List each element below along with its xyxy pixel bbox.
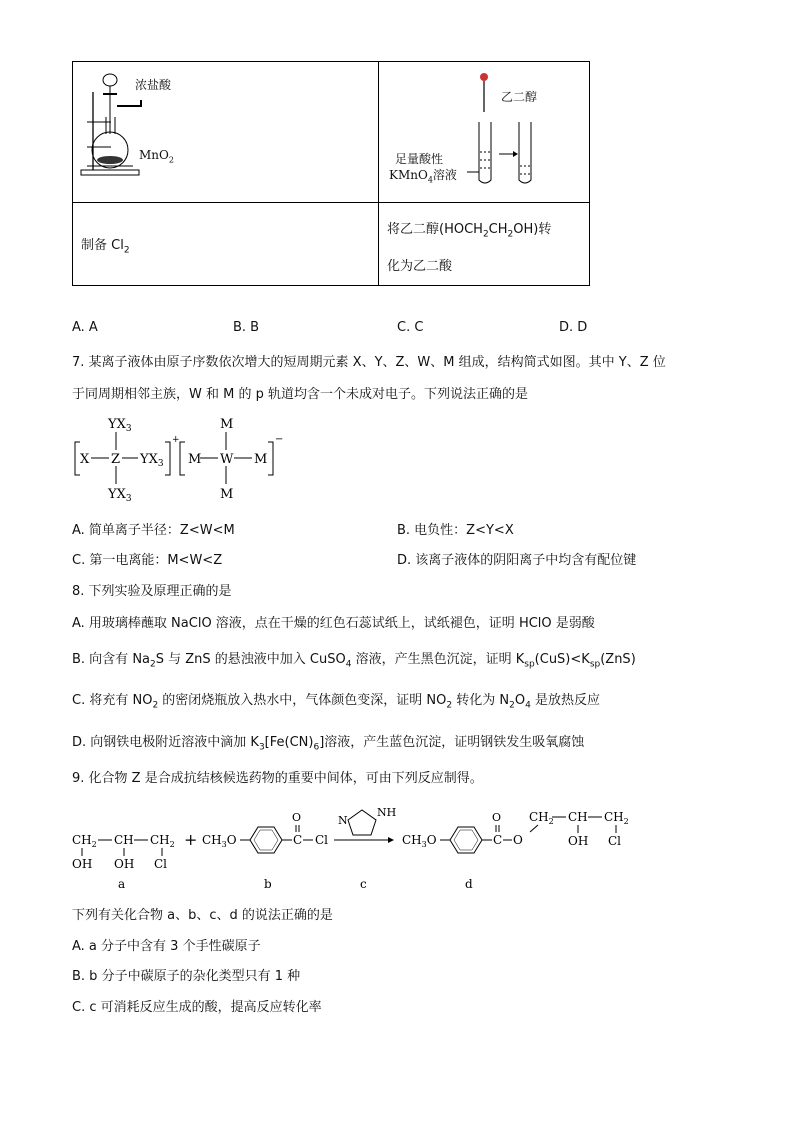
struct-w: W <box>220 452 234 467</box>
cell-cl2-apparatus <box>73 62 379 203</box>
struct-m-right: M <box>254 452 268 467</box>
svg-text:O: O <box>292 811 302 824</box>
cell-oxidize-glycol <box>379 203 590 286</box>
q7-option-d: D. 该离子液体的阴阳离子中均含有配位键 <box>397 553 637 568</box>
svg-text:+: + <box>184 830 198 849</box>
cell-glycol-apparatus <box>379 62 590 203</box>
q7-stem-line2: 于同周期相邻主族，W 和 M 的 p 轨道均含一个未成对电子。下列说法正确的是 <box>72 387 528 402</box>
label-a: a <box>118 877 126 891</box>
q8-stem: 8. 下列实验及原理正确的是 <box>72 584 232 599</box>
struct-m-left: M <box>188 452 202 467</box>
q9-stem: 9. 化合物 Z 是合成抗结核候选药物的重要中间体，可由下列反应制得。 <box>72 771 483 786</box>
svg-text:O: O <box>513 833 523 847</box>
q6-option-c: C. C <box>397 320 424 335</box>
q9-option-b: B. b 分子中碳原子的杂化类型只有 1 种 <box>72 969 301 984</box>
q6-option-b: B. B <box>233 320 260 335</box>
struct-x: X <box>80 452 90 467</box>
q7-option-c: C. 第一电离能：M<W<Z <box>72 553 223 568</box>
svg-text:CH: CH <box>114 833 134 847</box>
svg-text:OH: OH <box>568 834 589 848</box>
struct-minus: − <box>275 434 284 445</box>
svg-text:CH3O: $CH_3O$ <box>202 833 237 849</box>
svg-text:CH2: $CH_2$ <box>72 833 97 849</box>
struct-yx3-bottom: $YX_3$ <box>108 487 132 504</box>
label-kmno4-line2: KMnO$_4$溶液 <box>389 168 457 185</box>
q6-option-a: A. A <box>72 320 98 335</box>
label-c: c <box>360 877 367 891</box>
text-prepare-cl2: 制备 $Cl_2$ <box>81 238 130 256</box>
text-oxidize-line1: 将乙二醇$(HOCH_2CH_2OH)$转 <box>387 222 552 240</box>
svg-text:CH: CH <box>568 810 588 824</box>
svg-text:C: C <box>293 833 303 847</box>
struct-m-top: M <box>220 417 234 432</box>
svg-text:C: C <box>493 833 503 847</box>
q7-option-b: B. 电负性：Z<Y<X <box>397 523 514 538</box>
svg-text:CH3O: $CH_3O$ <box>402 833 437 849</box>
label-d: d <box>465 877 473 891</box>
q9-reaction-scheme <box>72 800 662 895</box>
struct-yx3-right: $YX_3$ <box>140 452 164 469</box>
q8-option-c: C. 将充有 $NO_2$ 的密闭烧瓶放入热水中，气体颜色变深，证明 $NO_2$ 转化为 $N_2O_4$ 是放热反应 <box>72 693 600 711</box>
text-oxidize-line2: 化为乙二酸 <box>387 259 453 274</box>
q7-structure-figure <box>72 410 292 505</box>
q9-option-c: C. c 可消耗反应生成的酸，提高反应转化率 <box>72 1000 322 1015</box>
cell-prepare-cl2 <box>73 203 379 286</box>
svg-text:Cl: Cl <box>315 833 329 847</box>
svg-text:O: O <box>492 811 502 824</box>
svg-text:N: N <box>338 814 348 827</box>
label-b: b <box>264 877 272 891</box>
svg-text:OH: OH <box>72 857 93 871</box>
svg-text:NH: NH <box>377 806 397 819</box>
struct-m-bottom: M <box>220 487 234 502</box>
cl2-apparatus-figure <box>73 62 378 198</box>
svg-text:CH2: $CH_2$ <box>529 810 554 826</box>
q6-option-d: D. D <box>559 320 588 335</box>
svg-text:Cl: Cl <box>608 834 622 848</box>
label-kmno4-line1: 足量酸性 <box>395 152 444 166</box>
q8-option-b: B. 向含有 $Na_2S$ 与 ZnS 的悬浊液中加入 CuSO$_4$ 溶液，产生黑色沉淀，证明 $K_{sp}(CuS)<K_{sp}(ZnS)$ <box>72 652 636 670</box>
label-conc-hcl: 浓盐酸 <box>135 78 172 92</box>
svg-text:CH2: $CH_2$ <box>150 833 175 849</box>
struct-yx3-top: $YX_3$ <box>108 417 132 434</box>
struct-z: Z <box>111 452 121 467</box>
q7-stem-line1: 7. 某离子液体由原子序数依次增大的短周期元素 X、Y、Z、W、M 组成，结构简式如图。其中 Y、Z 位 <box>72 355 666 370</box>
svg-text:CH2: $CH_2$ <box>604 810 629 826</box>
label-mno2: MnO$_2$ <box>139 148 174 165</box>
struct-plus: + <box>172 435 180 445</box>
q7-option-a: A. 简单离子半径：Z<W<M <box>72 523 235 538</box>
q9-sub-stem: 下列有关化合物 a、b、c、d 的说法正确的是 <box>72 908 333 923</box>
label-glycol: 乙二醇 <box>501 90 538 104</box>
q9-option-a: A. a 分子中含有 3 个手性碳原子 <box>72 939 261 954</box>
svg-text:Cl: Cl <box>154 857 168 871</box>
apparatus-table <box>72 61 590 286</box>
svg-text:OH: OH <box>114 857 135 871</box>
q8-option-a: A. 用玻璃棒蘸取 NaClO 溶液，点在干燥的红色石蕊试纸上，试纸褪色，证明 HClO 是弱酸 <box>72 616 595 631</box>
q8-option-d: D. 向钢铁电极附近溶液中滴加 $K_3[Fe(CN)_6]$溶液，产生蓝色沉淀，证明钢铁发生吸氧腐蚀 <box>72 735 585 753</box>
